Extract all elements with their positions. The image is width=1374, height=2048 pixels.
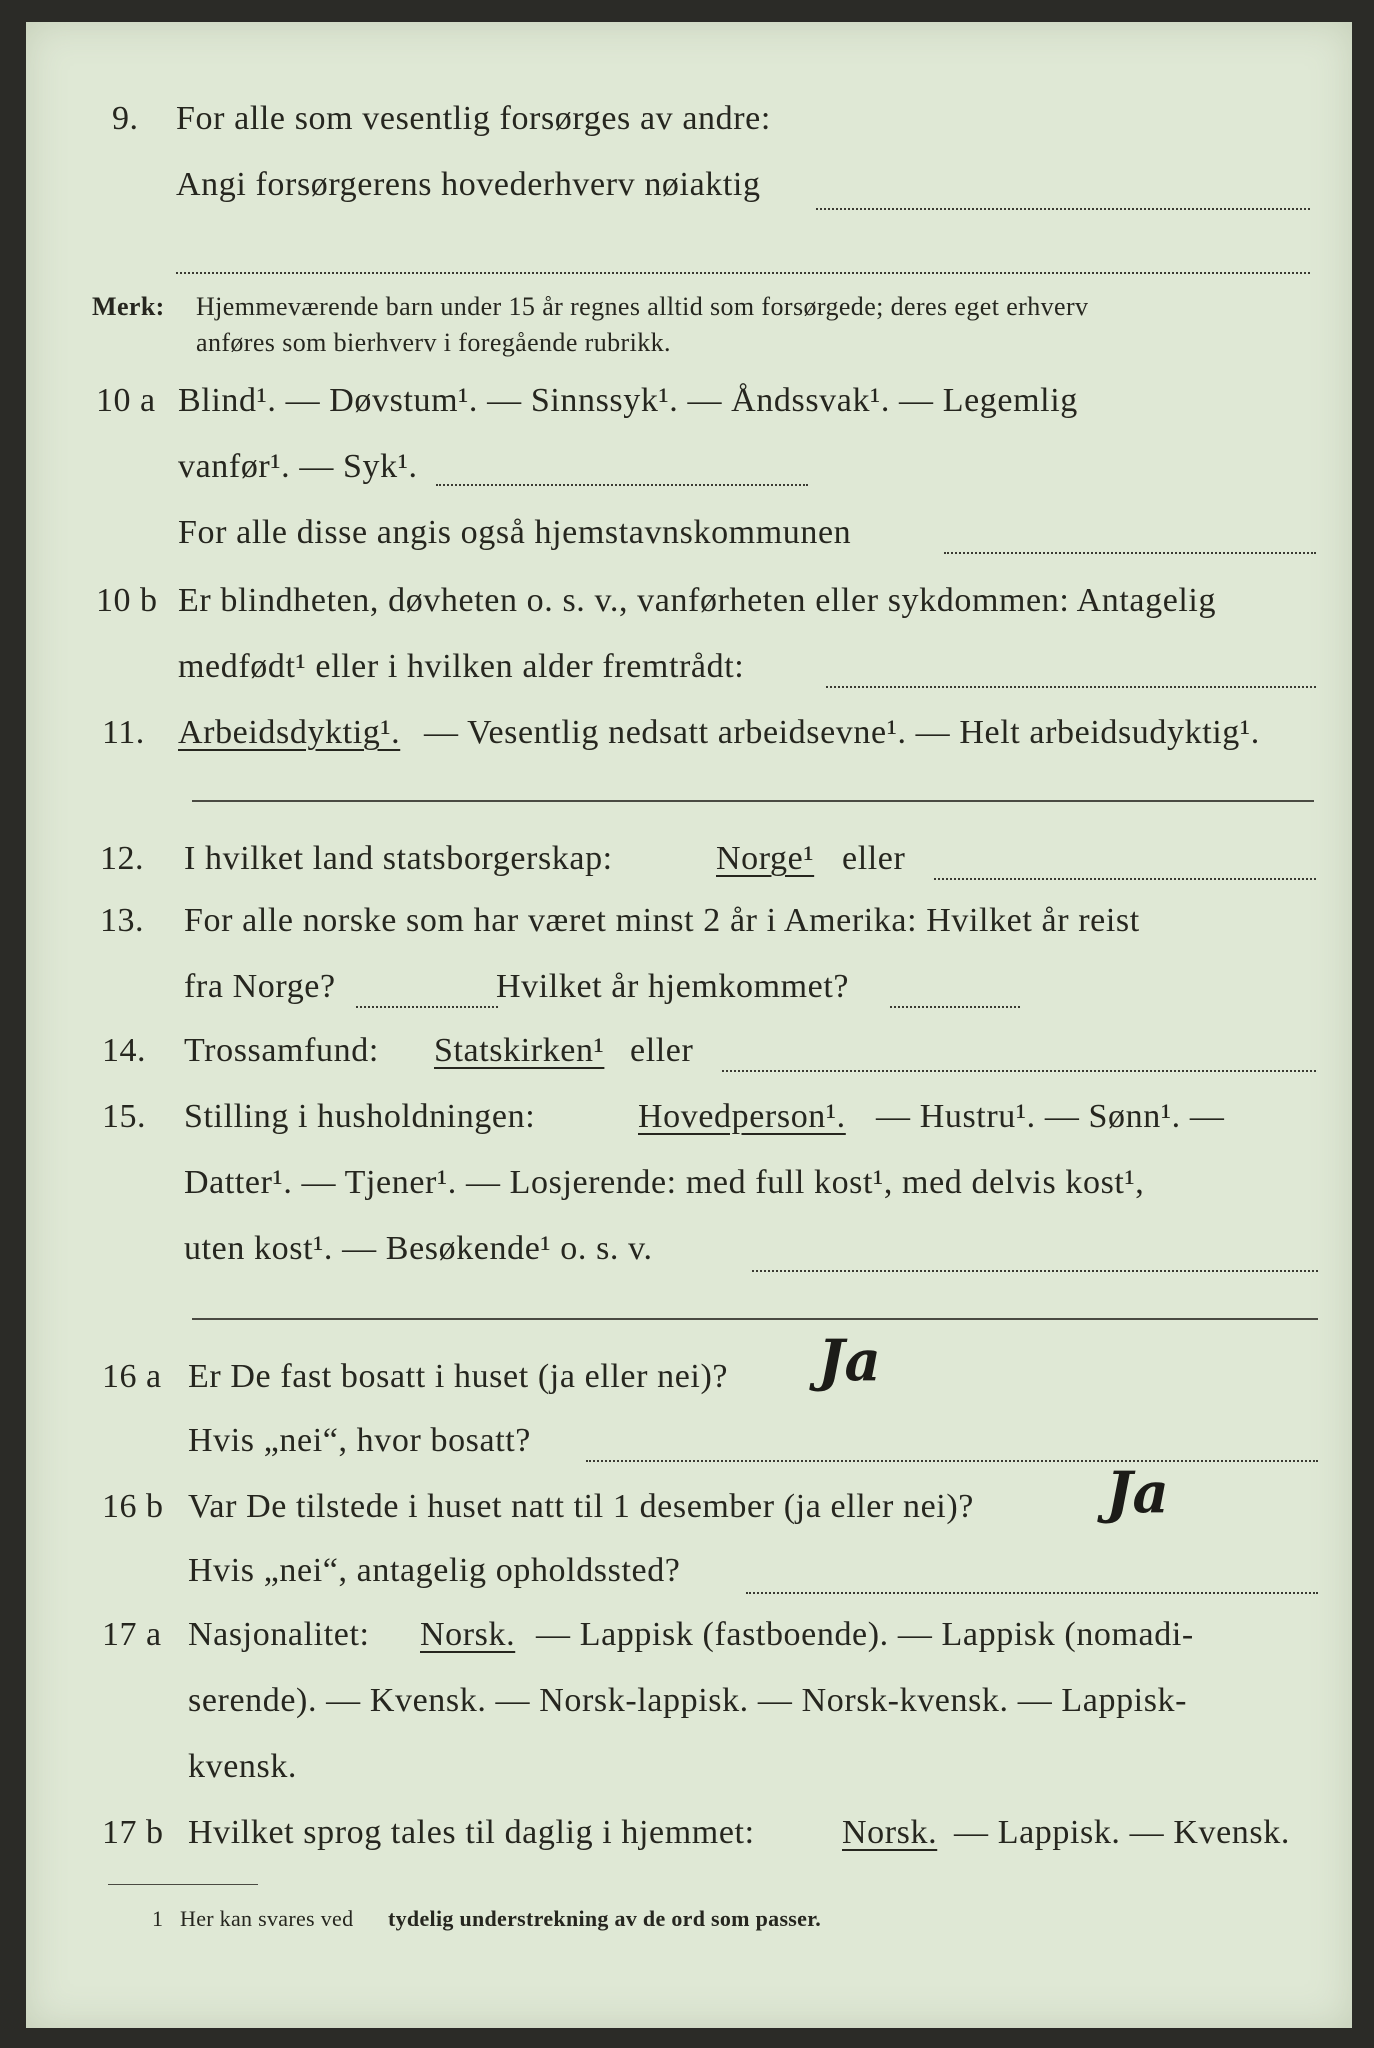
q12-option-norge[interactable]: Norge¹ bbox=[716, 840, 815, 877]
q13-number: 13. bbox=[100, 902, 144, 939]
footnote-rule bbox=[108, 1884, 258, 1885]
q14-answer-line[interactable] bbox=[722, 1070, 1316, 1072]
q10a-line1: Blind¹. — Døvstum¹. — Sinnssyk¹. — Åndssvak¹. — Legemlig bbox=[178, 382, 1078, 419]
q17b-text: Hvilket sprog tales til daglig i hjemmet: bbox=[188, 1814, 755, 1851]
q11-answer-line[interactable] bbox=[192, 800, 1314, 802]
q10a-number: 10 a bbox=[96, 382, 156, 419]
q14-eller: eller bbox=[630, 1032, 694, 1069]
q15-line2: Datter¹. — Tjener¹. — Losjerende: med full kost¹, med delvis kost¹, bbox=[184, 1164, 1145, 1201]
q15-line3: uten kost¹. — Besøkende¹ o. s. v. bbox=[184, 1230, 653, 1267]
q17a-text: Nasjonalitet: bbox=[188, 1616, 370, 1653]
q12-text: I hvilket land statsborgerskap: bbox=[184, 840, 613, 877]
q16a-handwritten-answer[interactable]: Ja bbox=[818, 1328, 881, 1394]
q9-answer-line-2[interactable] bbox=[176, 272, 1310, 274]
q13-line1: For alle norske som har været minst 2 år i Amerika: Hvilket år reist bbox=[184, 902, 1140, 939]
q14-option-statskirken[interactable]: Statskirken¹ bbox=[434, 1032, 605, 1069]
footnote-text-b: tydelig understrekning av de ord som passer. bbox=[388, 1906, 822, 1931]
q12-number: 12. bbox=[100, 840, 144, 877]
q16b-handwritten-answer[interactable]: Ja bbox=[1106, 1460, 1169, 1526]
q15-answer-line-2[interactable] bbox=[192, 1318, 1318, 1320]
q17b-number: 17 b bbox=[102, 1814, 164, 1851]
q17a-line2: serende). — Kvensk. — Norsk-lappisk. — Norsk-kvensk. — Lappisk- bbox=[188, 1682, 1188, 1719]
q17a-options-rest1: — Lappisk (fastboende). — Lappisk (nomadi- bbox=[536, 1616, 1194, 1653]
q16b-line2: Hvis „nei“, antagelig opholdssted? bbox=[188, 1552, 681, 1589]
footnote-mark: 1 bbox=[152, 1906, 164, 1931]
q17a-number: 17 a bbox=[102, 1616, 162, 1653]
q14-number: 14. bbox=[102, 1032, 146, 1069]
q15-answer-line[interactable] bbox=[752, 1270, 1318, 1272]
q15-number: 15. bbox=[102, 1098, 146, 1135]
q16a-number: 16 a bbox=[102, 1358, 162, 1395]
q14-text: Trossamfund: bbox=[184, 1032, 379, 1069]
q13-line2a: fra Norge? bbox=[184, 968, 336, 1005]
census-form-page bbox=[26, 22, 1352, 2028]
q10b-answer-line[interactable] bbox=[826, 686, 1316, 688]
q13-line2b: Hvilket år hjemkommet? bbox=[496, 968, 850, 1005]
merk-label: Merk: bbox=[92, 292, 165, 321]
q11-option-arbeidsdyktig[interactable]: Arbeidsdyktig¹. bbox=[178, 714, 401, 751]
q16b-number: 16 b bbox=[102, 1488, 164, 1525]
q9-number: 9. bbox=[112, 100, 139, 137]
q16b-answer-line[interactable] bbox=[746, 1592, 1318, 1594]
q12-eller: eller bbox=[842, 840, 906, 877]
q10a-line2: vanfør¹. — Syk¹. bbox=[178, 448, 418, 485]
q16b-line1: Var De tilstede i huset natt til 1 desember (ja eller nei)? bbox=[188, 1488, 974, 1525]
q9-text-line1: For alle som vesentlig forsørges av andre: bbox=[176, 100, 771, 137]
q15-options-rest1: — Hustru¹. — Sønn¹. — bbox=[876, 1098, 1225, 1135]
q16a-line2: Hvis „nei“, hvor bosatt? bbox=[188, 1422, 531, 1459]
q9-answer-line[interactable] bbox=[816, 208, 1310, 210]
q16a-line1: Er De fast bosatt i huset (ja eller nei)? bbox=[188, 1358, 729, 1395]
q10a-home-municipality-line[interactable] bbox=[944, 552, 1316, 554]
q17b-options-rest: — Lappisk. — Kvensk. bbox=[954, 1814, 1290, 1851]
q12-answer-line[interactable] bbox=[934, 878, 1316, 880]
q10b-line2: medfødt¹ eller i hvilken alder fremtrådt: bbox=[178, 648, 745, 685]
q17a-option-norsk[interactable]: Norsk. bbox=[420, 1616, 516, 1653]
q15-text: Stilling i husholdningen: bbox=[184, 1098, 536, 1135]
q13-left-answer-line[interactable] bbox=[356, 1006, 498, 1008]
merk-line2: anføres som bierhverv i foregående rubrikk. bbox=[196, 328, 671, 357]
q10b-line1: Er blindheten, døvheten o. s. v., vanførheten eller sykdommen: Antagelig bbox=[178, 582, 1217, 619]
q10a-answer-line[interactable] bbox=[436, 484, 808, 486]
q17b-option-norsk[interactable]: Norsk. bbox=[842, 1814, 938, 1851]
q17a-line3: kvensk. bbox=[188, 1748, 298, 1785]
q16a-answer-line[interactable] bbox=[586, 1460, 1318, 1462]
q10a-line3: For alle disse angis også hjemstavnskommunen bbox=[178, 514, 852, 551]
q10b-number: 10 b bbox=[96, 582, 158, 619]
q15-option-hovedperson[interactable]: Hovedperson¹. bbox=[638, 1098, 846, 1135]
q9-text-line2: Angi forsørgerens hovederhverv nøiaktig bbox=[176, 166, 761, 203]
merk-line1: Hjemmeværende barn under 15 år regnes alltid som forsørgede; deres eget erhverv bbox=[196, 292, 1089, 321]
q11-number: 11. bbox=[102, 714, 145, 751]
footnote-text-a: Her kan svares ved bbox=[180, 1906, 354, 1931]
q11-options-rest: — Vesentlig nedsatt arbeidsevne¹. — Helt arbeidsudyktig¹. bbox=[424, 714, 1260, 751]
q13-return-answer-line[interactable] bbox=[890, 1006, 1020, 1008]
